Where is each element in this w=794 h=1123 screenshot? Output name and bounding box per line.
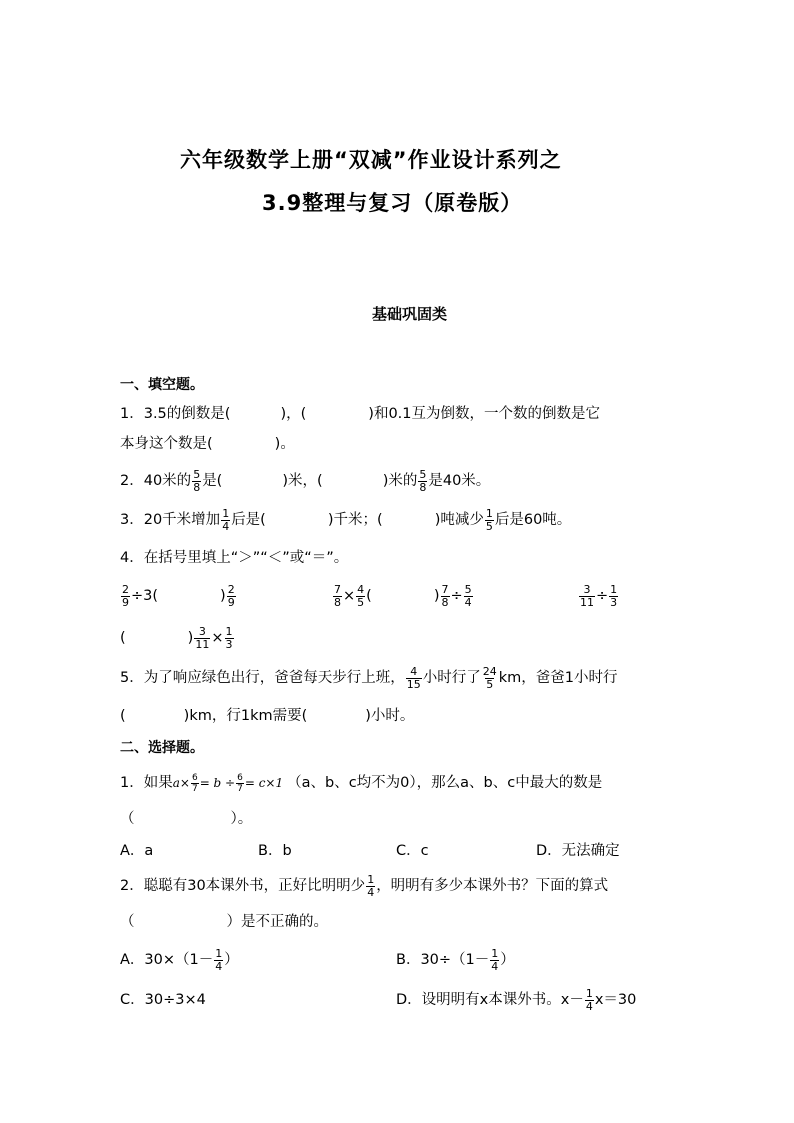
q2-text-d: )米的 bbox=[382, 473, 418, 489]
q3-text-d: )吨减少 bbox=[434, 512, 484, 528]
comparison-3 bbox=[578, 576, 619, 616]
fraction: $\frac{24}{5}$ bbox=[482, 664, 497, 691]
fraction: $\frac{4}{15}$ bbox=[406, 664, 421, 691]
q3-text-a: 3．20千米增加 bbox=[120, 512, 221, 528]
p2q2-text-d: ）是不正确的。 bbox=[226, 914, 328, 930]
comparison-1 bbox=[120, 576, 237, 616]
question-2-1-line1 bbox=[120, 763, 602, 803]
fraction: $\frac{3}{11}$ bbox=[580, 582, 594, 609]
fraction: $\frac{2}{9}$ bbox=[122, 582, 129, 609]
q1-text-d: 本身这个数是( bbox=[120, 436, 213, 452]
option-text: D．设明明有x本课外书。x－ bbox=[396, 992, 584, 1008]
option-c[interactable]: C．c bbox=[396, 843, 429, 859]
q2-text-a: 2．40米的 bbox=[120, 473, 192, 489]
equation-part: a× bbox=[172, 776, 190, 790]
q1-text-c: )和0.1互为倒数，一个数的倒数是它 bbox=[368, 406, 600, 422]
option-text: B．30÷（1－ bbox=[396, 952, 490, 968]
question-1-3 bbox=[120, 500, 571, 540]
q4-text: 4．在括号里填上“＞”“＜”或“＝”。 bbox=[120, 550, 349, 566]
fraction: $\frac{1}{4}$ bbox=[215, 946, 223, 973]
q1-text-a: 1．3.5的倒数是( bbox=[120, 406, 231, 422]
p2q1-text-d: ）。 bbox=[230, 811, 253, 827]
comparison-close: ) bbox=[220, 588, 226, 604]
question-1-1-line2 bbox=[120, 424, 295, 464]
option-a[interactable] bbox=[120, 940, 239, 980]
fraction: $\frac{1}{3}$ bbox=[225, 624, 233, 651]
fraction: $\frac{5}{4}$ bbox=[464, 582, 472, 609]
fraction: $\frac{3}{11}$ bbox=[195, 624, 210, 651]
option-b[interactable]: B．b bbox=[258, 843, 292, 859]
comparison-open: ( bbox=[120, 630, 126, 646]
option-b[interactable] bbox=[396, 940, 515, 980]
option-d[interactable]: D．无法确定 bbox=[536, 843, 620, 859]
question-2-2-line1 bbox=[120, 866, 608, 906]
comparison-2 bbox=[332, 576, 474, 616]
equation-part: = c×1 bbox=[244, 776, 284, 790]
option-text: ） bbox=[224, 952, 239, 968]
q5-text-e: )km，行1km需要( bbox=[183, 708, 308, 724]
document-title-line1: 六年级数学上册“双减”作业设计系列之 bbox=[180, 148, 562, 172]
fraction: $\frac{1}{4}$ bbox=[585, 986, 593, 1013]
fraction: $\frac{1}{5}$ bbox=[485, 506, 493, 533]
section-title: 基础巩固类 bbox=[372, 305, 448, 323]
fraction: $\frac{1}{4}$ bbox=[491, 946, 499, 973]
fraction: $\frac{7}{8}$ bbox=[441, 582, 449, 609]
comparison-op: × bbox=[211, 630, 224, 646]
p2q2-text-a: 2．聪聪有30本课外书，正好比明明少 bbox=[120, 878, 366, 894]
p2q1-text-a: 1．如果 bbox=[120, 775, 173, 791]
p2q1-text-b: （a、b、c均不为0），那么a、b、c中最大的数是 bbox=[287, 775, 603, 791]
fraction: $\frac{2}{9}$ bbox=[227, 582, 235, 609]
option-text: ） bbox=[500, 952, 515, 968]
option-d[interactable] bbox=[396, 980, 636, 1020]
part1-heading: 一、填空题。 bbox=[120, 377, 204, 393]
option-a[interactable]: A．a bbox=[120, 843, 154, 859]
q5-text-b: 小时行了 bbox=[422, 670, 481, 686]
comparison-close: ) bbox=[433, 588, 440, 604]
fraction: $\frac{1}{3}$ bbox=[610, 582, 618, 609]
comparison-open: ( bbox=[366, 588, 372, 604]
option-text: A．30×（1－ bbox=[120, 952, 214, 968]
question-1-4 bbox=[120, 538, 348, 578]
option-text: x＝30 bbox=[594, 992, 637, 1008]
comparison-op: × bbox=[343, 588, 356, 604]
q5-text-d: ( bbox=[120, 708, 126, 724]
q2-text-b: 是( bbox=[202, 473, 223, 489]
fraction: $\frac{1}{4}$ bbox=[222, 506, 230, 533]
q5-text-c: km，爸爸1小时行 bbox=[498, 670, 618, 686]
p2q2-text-b: ，明明有多少本课外书？下面的算式 bbox=[376, 878, 609, 894]
p2q2-text-c: （ bbox=[120, 914, 135, 930]
q5-text-f: )小时。 bbox=[365, 708, 415, 724]
q2-text-e: 是40米。 bbox=[428, 473, 491, 489]
fraction: $\frac{7}{8}$ bbox=[334, 582, 341, 609]
fraction: $\frac{5}{8}$ bbox=[419, 467, 427, 494]
fraction: $\frac{6}{7}$ bbox=[191, 772, 198, 794]
comparison-op: ÷ bbox=[596, 588, 609, 604]
part2-heading: 二、选择题。 bbox=[120, 740, 204, 756]
question-1-5-line2 bbox=[120, 696, 414, 736]
fraction: $\frac{5}{8}$ bbox=[193, 467, 201, 494]
question-1-5-line1 bbox=[120, 658, 617, 698]
comparison-op: ÷ bbox=[450, 588, 463, 604]
comparison-3-continued bbox=[120, 618, 235, 658]
fraction: $\frac{1}{4}$ bbox=[367, 872, 375, 899]
q3-text-e: 后是60吨。 bbox=[494, 512, 572, 528]
fraction: $\frac{4}{5}$ bbox=[357, 582, 365, 609]
q1-text-e: )。 bbox=[274, 436, 295, 452]
q2-text-c: )米，( bbox=[282, 473, 323, 489]
option-c[interactable]: C．30÷3×4 bbox=[120, 992, 206, 1008]
equation-part: = b ÷ bbox=[199, 776, 236, 790]
q3-text-b: 后是( bbox=[231, 512, 266, 528]
comparison-op: ÷3( bbox=[131, 588, 159, 604]
q5-text-a: 5．为了响应绿色出行，爸爸每天步行上班， bbox=[120, 670, 405, 686]
fraction: $\frac{6}{7}$ bbox=[237, 772, 243, 794]
question-1-2 bbox=[120, 461, 490, 501]
q1-text-b: )，( bbox=[280, 406, 307, 422]
comparison-close: ) bbox=[187, 630, 194, 646]
question-2-2-line2 bbox=[120, 902, 328, 942]
p2q1-text-c: （ bbox=[120, 811, 135, 827]
q3-text-c: )千米；( bbox=[327, 512, 383, 528]
document-title-line2: 3.9整理与复习（原卷版） bbox=[262, 191, 523, 215]
